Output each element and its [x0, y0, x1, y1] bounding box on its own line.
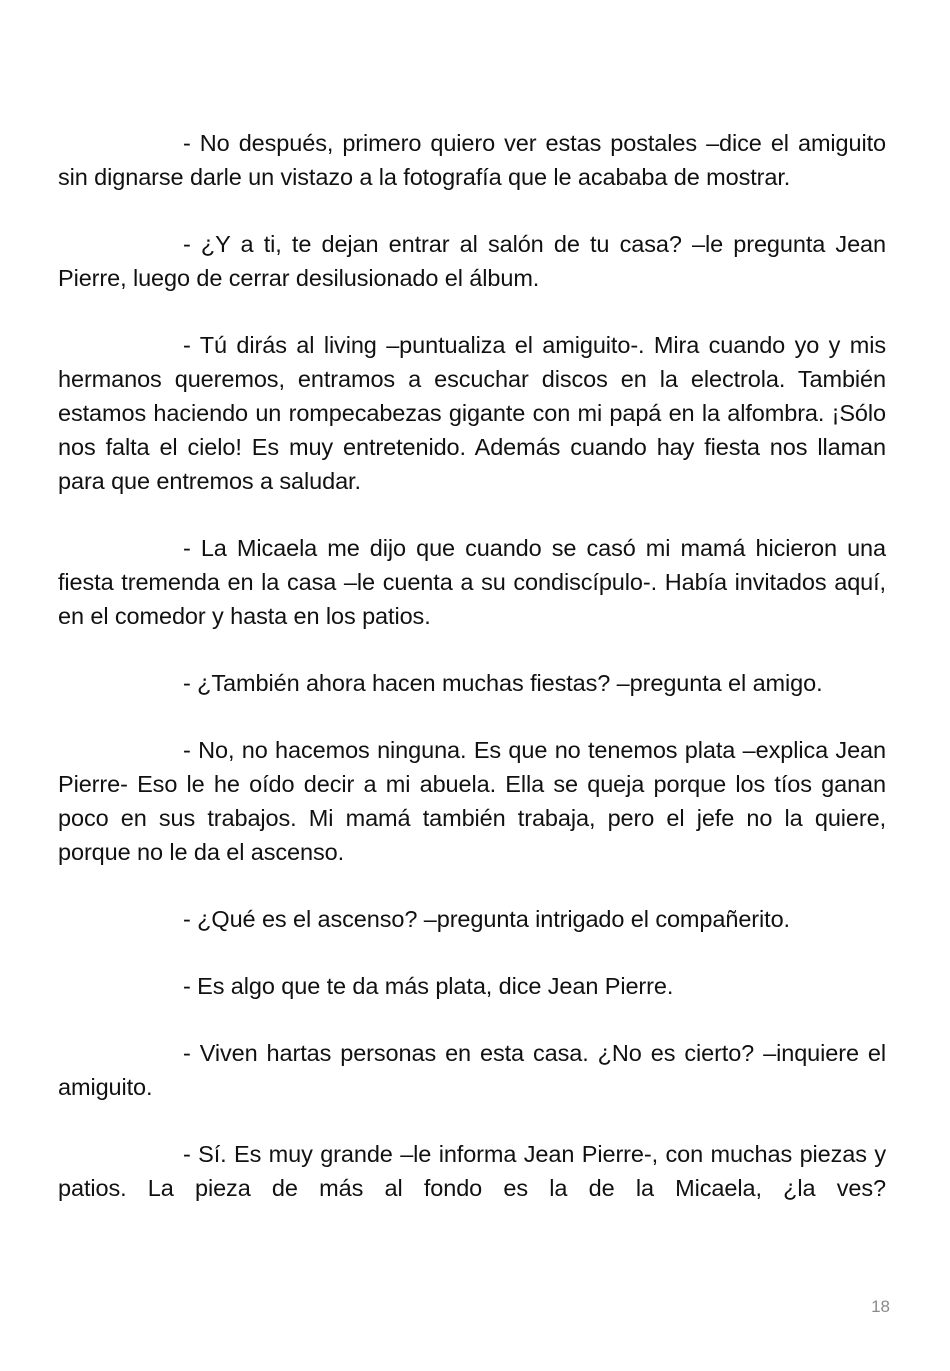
paragraph-1: - No después, primero quiero ver estas postales –dice el amiguito sin dignarse darle un vistazo a la fotografía que le acababa de mostrar. [58, 130, 886, 190]
paragraph-5: - ¿También ahora hacen muchas fiestas? –pregunta el amigo. [183, 670, 823, 696]
paragraph-4: - La Micaela me dijo que cuando se casó mi mamá hicieron una fiesta tremenda en la casa –le cuenta a su condiscípulo-. Había invitados aquí, en el comedor y hasta en los patios. [58, 535, 886, 629]
paragraph-9: - Viven hartas personas en esta casa. ¿No es cierto? –inquiere el amiguito. [58, 1040, 886, 1100]
paragraph-8: - Es algo que te da más plata, dice Jean Pierre. [183, 973, 674, 999]
paragraph-3: - Tú dirás al living –puntualiza el amiguito-. Mira cuando yo y mis hermanos queremos, entramos a escuchar discos en la electrola. También estamos haciendo un rompecabezas gigante con mi papá en la alfombra. ¡Sólo nos falta el cielo! Es muy entretenido. Además cuando hay fiesta nos llaman para que entremos a saludar. [58, 332, 886, 494]
paragraph-7: - ¿Qué es el ascenso? –pregunta intrigado el compañerito. [183, 906, 790, 932]
paragraph-10: - Sí. Es muy grande –le informa Jean Pierre-, con muchas piezas y patios. La pieza de más al fondo es la de la Micaela, ¿la ves? [58, 1141, 886, 1201]
page-body [58, 126, 886, 1205]
paragraph-2: - ¿Y a ti, te dejan entrar al salón de tu casa? –le pregunta Jean Pierre, luego de cerrar desilusionado el álbum. [58, 231, 886, 291]
page-number: 18 [871, 1297, 890, 1316]
paragraph-6: - No, no hacemos ninguna. Es que no tenemos plata –explica Jean Pierre- Eso le he oído decir a mi abuela. Ella se queja porque los tíos ganan poco en sus trabajos. Mi mamá también trabaja, pero el jefe no la quiere, porque no le da el ascenso. [58, 737, 886, 865]
